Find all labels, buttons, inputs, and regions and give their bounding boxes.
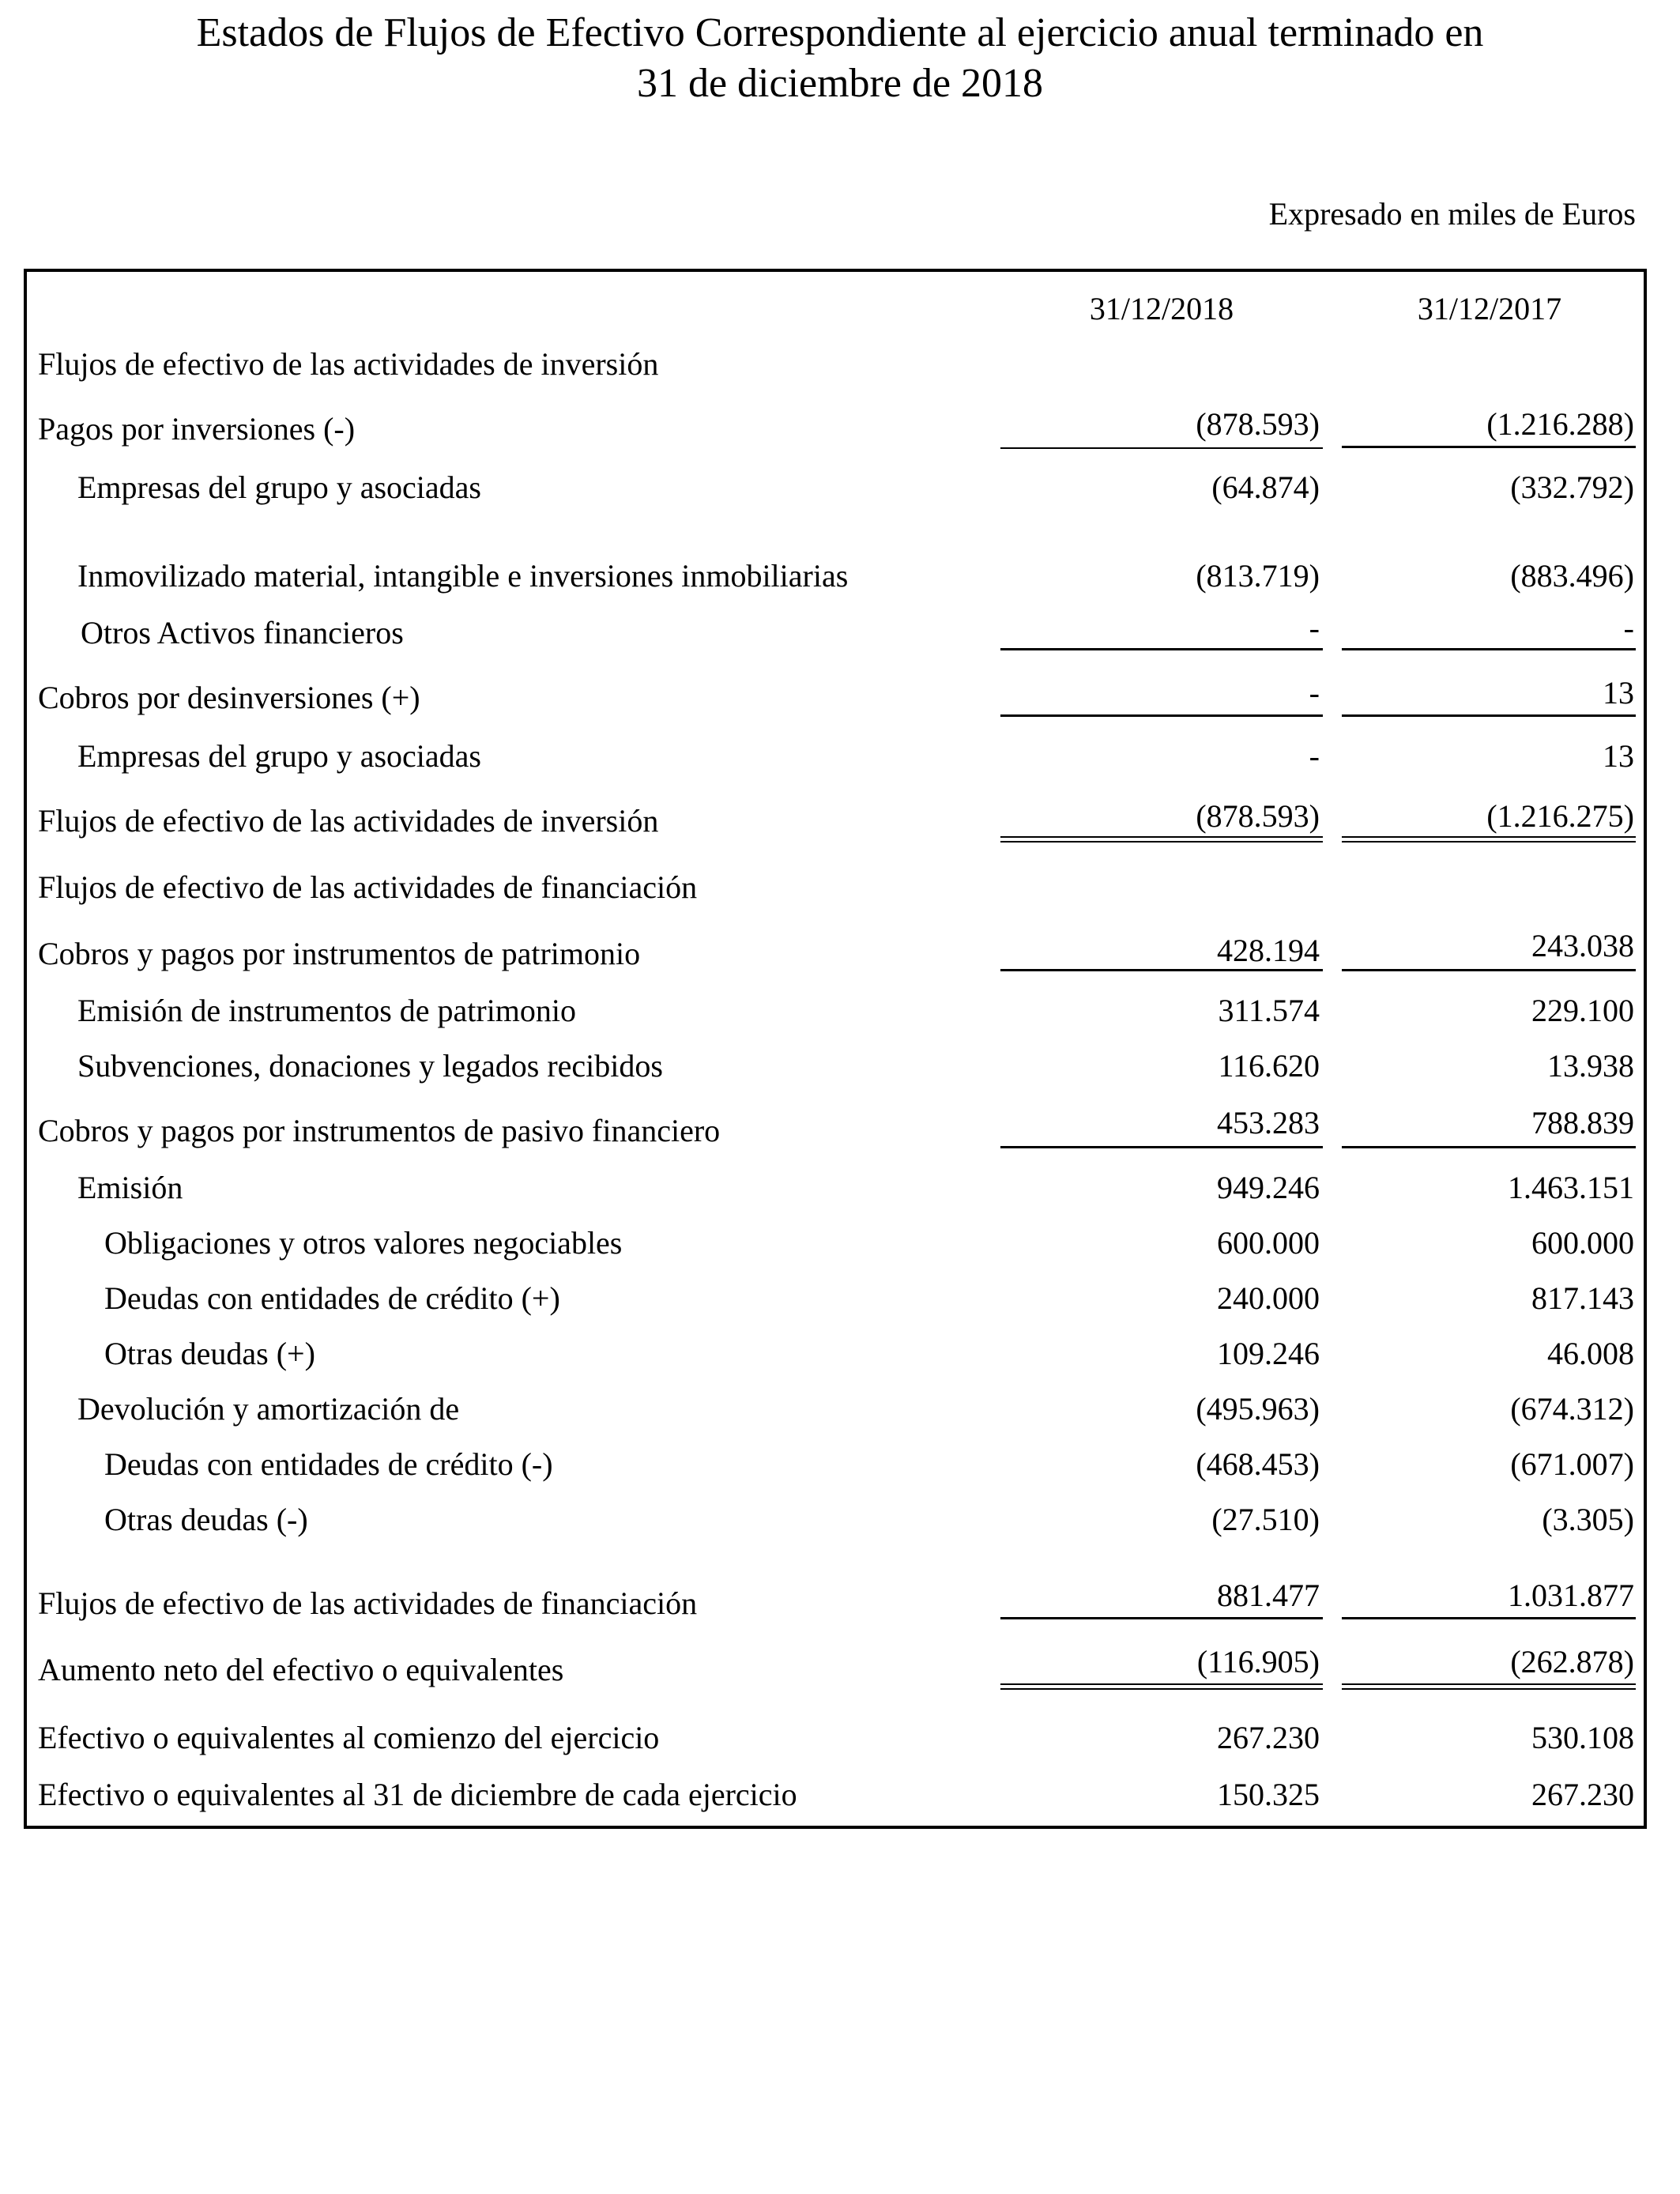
value-2018: 428.194 xyxy=(1217,933,1320,968)
units-note: Expresado en miles de Euros xyxy=(1268,196,1636,232)
subtotal-underline xyxy=(1342,969,1636,971)
subtotal-underline xyxy=(1000,969,1323,971)
value-2017: 788.839 xyxy=(1531,1105,1634,1140)
table-row xyxy=(0,469,1680,506)
row-label: Flujos de efectivo de las actividades de inversión xyxy=(38,346,659,382)
table-row xyxy=(0,1777,1680,1813)
table-row xyxy=(0,1336,1680,1372)
value-2018: - xyxy=(1309,610,1320,646)
row-label: Otras deudas (-) xyxy=(104,1502,308,1537)
value-2017: 600.000 xyxy=(1531,1225,1634,1261)
value-2018: 453.283 xyxy=(1217,1105,1320,1140)
value-2018: 881.477 xyxy=(1217,1578,1320,1613)
value-2017: 530.108 xyxy=(1531,1720,1634,1755)
value-2018: 109.246 xyxy=(1217,1336,1320,1371)
row-label: Otros Activos financieros xyxy=(81,615,404,650)
table-row xyxy=(0,346,1680,383)
value-2017: 243.038 xyxy=(1531,928,1634,963)
value-2017: 13.938 xyxy=(1547,1048,1634,1084)
row-label: Pagos por inversiones (-) xyxy=(38,411,356,447)
value-2017: 267.230 xyxy=(1531,1777,1634,1812)
subtotal-underline xyxy=(1342,1617,1636,1619)
subtotal-underline xyxy=(1342,446,1636,448)
row-label: Empresas del grupo y asociadas xyxy=(77,469,481,505)
table-row xyxy=(0,928,1680,972)
row-label: Devolución y amortización de xyxy=(77,1391,460,1427)
value-2018: (116.905) xyxy=(1196,1644,1320,1679)
value-2017: 13 xyxy=(1603,675,1634,711)
value-2018: (27.510) xyxy=(1211,1502,1320,1537)
table-row xyxy=(0,1391,1680,1427)
value-2017: 229.100 xyxy=(1531,993,1634,1028)
table-row xyxy=(0,406,1680,447)
table-row xyxy=(0,1048,1680,1084)
row-label: Subvenciones, donaciones y legados recibidos xyxy=(77,1048,663,1084)
total-double-underline xyxy=(1342,836,1636,843)
subtotal-underline xyxy=(1000,1146,1323,1148)
table-row xyxy=(0,1280,1680,1317)
value-2018: - xyxy=(1309,675,1320,711)
table-row xyxy=(0,869,1680,906)
subtotal-underline xyxy=(1342,714,1636,717)
table-row xyxy=(0,993,1680,1029)
value-2017: 13 xyxy=(1603,738,1634,774)
value-2017: (1.216.288) xyxy=(1486,406,1634,442)
value-2017: (883.496) xyxy=(1510,558,1634,594)
row-label: Cobros y pagos por instrumentos de pasivo financiero xyxy=(38,1113,721,1148)
value-2018: (813.719) xyxy=(1196,558,1320,594)
value-2017: (332.792) xyxy=(1510,469,1634,505)
table-row xyxy=(0,1225,1680,1261)
table-row xyxy=(0,558,1680,594)
row-label: Aumento neto del efectivo o equivalentes xyxy=(38,1652,564,1687)
value-2018: - xyxy=(1309,738,1320,774)
total-double-underline xyxy=(1000,836,1323,843)
table-row xyxy=(0,798,1680,839)
value-2018: 949.246 xyxy=(1217,1170,1320,1205)
row-label: Otras deudas (+) xyxy=(104,1336,315,1371)
total-double-underline xyxy=(1000,1683,1323,1690)
value-2018: (468.453) xyxy=(1196,1446,1320,1482)
value-2017: (3.305) xyxy=(1542,1502,1634,1537)
row-label: Deudas con entidades de crédito (+) xyxy=(104,1280,560,1316)
subtotal-underline xyxy=(1000,714,1323,717)
value-2018: (64.874) xyxy=(1211,469,1320,505)
row-label: Efectivo o equivalentes al comienzo del ejercicio xyxy=(38,1720,660,1755)
value-2017: (674.312) xyxy=(1510,1391,1634,1427)
value-2018: 150.325 xyxy=(1217,1777,1320,1812)
subtotal-underline xyxy=(1000,447,1323,449)
value-2017: - xyxy=(1623,610,1634,646)
row-label: Cobros por desinversiones (+) xyxy=(38,680,420,715)
subtotal-underline xyxy=(1342,1146,1636,1148)
table-row xyxy=(0,1502,1680,1538)
row-label: Empresas del grupo y asociadas xyxy=(77,738,481,774)
value-2017: 1.463.151 xyxy=(1508,1170,1634,1205)
table-row xyxy=(0,1720,1680,1756)
row-label: Inmovilizado material, intangible e inversiones inmobiliarias xyxy=(77,558,849,594)
value-2017: (1.216.275) xyxy=(1486,798,1634,834)
table-row xyxy=(0,675,1680,716)
table-row xyxy=(0,1446,1680,1483)
row-label: Flujos de efectivo de las actividades de financiación xyxy=(38,869,698,905)
row-label: Efectivo o equivalentes al 31 de diciembre de cada ejercicio xyxy=(38,1777,797,1812)
value-2017: 1.031.877 xyxy=(1508,1578,1634,1613)
row-label: Flujos de efectivo de las actividades de inversión xyxy=(38,803,659,839)
value-2017: (262.878) xyxy=(1510,1644,1634,1679)
table-row xyxy=(0,738,1680,775)
table-row xyxy=(0,610,1680,651)
row-label: Emisión de instrumentos de patrimonio xyxy=(77,993,577,1028)
row-label: Cobros y pagos por instrumentos de patrimonio xyxy=(38,936,641,971)
value-2017: 817.143 xyxy=(1531,1280,1634,1316)
value-2018: 116.620 xyxy=(1218,1048,1320,1084)
value-2017: 46.008 xyxy=(1547,1336,1634,1371)
value-2018: 267.230 xyxy=(1217,1720,1320,1755)
table-row xyxy=(0,1170,1680,1206)
row-label: Obligaciones y otros valores negociables xyxy=(104,1225,623,1261)
subtotal-underline xyxy=(1342,648,1636,650)
value-2018: (495.963) xyxy=(1196,1391,1320,1427)
table-row xyxy=(0,1105,1680,1149)
statement-title-line2: 31 de diciembre de 2018 xyxy=(636,61,1044,106)
value-2018: 240.000 xyxy=(1217,1280,1320,1316)
statement-title-line1: Estados de Flujos de Efectivo Correspondiente al ejercicio anual terminado en xyxy=(196,10,1484,55)
value-2018: 600.000 xyxy=(1217,1225,1320,1261)
column-header-2017: 31/12/2017 xyxy=(1417,291,1562,326)
value-2017: (671.007) xyxy=(1510,1446,1634,1482)
value-2018: (878.593) xyxy=(1196,798,1320,834)
subtotal-underline xyxy=(1000,1617,1323,1619)
total-double-underline xyxy=(1342,1683,1636,1690)
row-label: Deudas con entidades de crédito (-) xyxy=(104,1446,553,1482)
column-header-2018: 31/12/2018 xyxy=(1089,291,1234,326)
row-label: Emisión xyxy=(77,1170,183,1205)
row-label: Flujos de efectivo de las actividades de financiación xyxy=(38,1585,698,1621)
value-2018: 311.574 xyxy=(1218,993,1320,1028)
value-2018: (878.593) xyxy=(1196,406,1320,442)
subtotal-underline xyxy=(1000,648,1323,650)
